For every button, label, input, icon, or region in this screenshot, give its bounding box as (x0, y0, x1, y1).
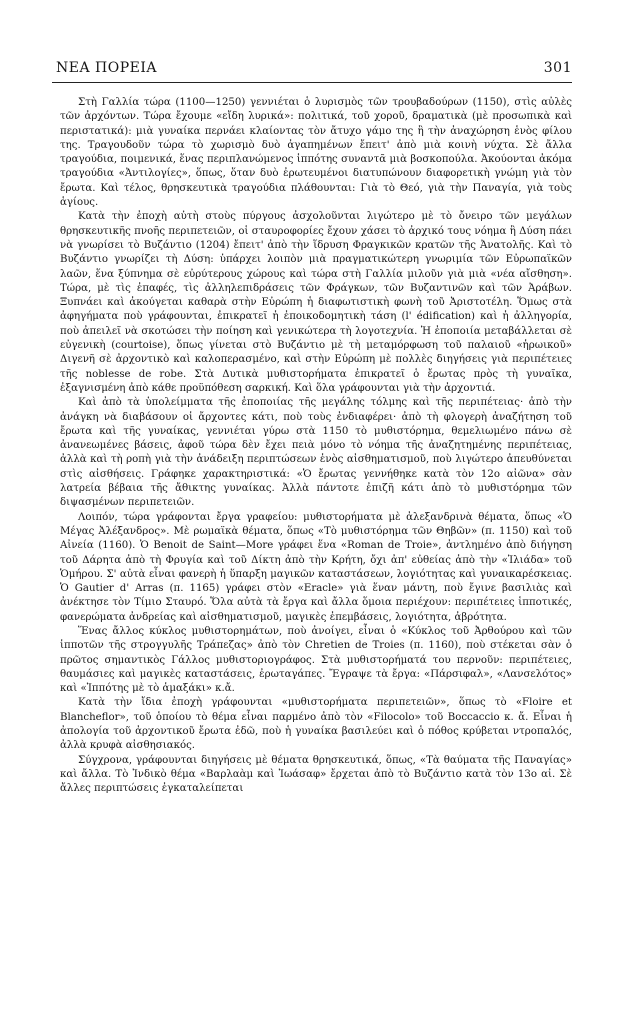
header-rule (52, 82, 572, 83)
running-header (56, 60, 572, 76)
journal-title: ΝΕΑ ΠΟΡΕΙΑ (56, 60, 157, 76)
paragraph: Στὴ Γαλλία τώρα (1100—1250) γεννιέται ὁ λυρισμὸς τῶν τρουβαδούρων (1150), στὶς αὐλὲς τῶν ἀρχόντων. Τώρα ἔχουμε «εἴδη λυρικά»: πολιτικά, τοῦ χοροῦ, δραματικὰ (μὲ προσωπικὰ καὶ περιστατικά): μιὰ γυναίκα περνάει κλαίοντας τὸν ἄτυχο γάμο της ἢ τὴν ἀναχώρηση ἑνὸς φίλου της. Τραγουδοῦν τώρα τὸ χωρισμὸ δυὸ ἀγαπημένων ἔπειτ' ἀπὸ μιὰ κοινὴ νύχτα. Σὲ ἄλλα τραγούδια, ποιμενικά, ἕνας περιπλανώμενος ἱππότης συναντᾶ μιὰ βοσκοπούλα. Ἀκούονται ἀκόμα τραγούδια «Ἀντιλογίες», ὅπως, ὅταν δυὸ ἐρωτευμένοι διατυπώνουν διαφορετικὴ γνώμη γιὰ τὸν ἔρωτα. Καὶ τέλος, θρησκευτικὰ τραγούδια πλάθουνται: Γιὰ τὸ Θεό, γιὰ τὴν Παναγία, γιὰ τοὺς ἁγίους. (60, 97, 572, 209)
paragraph: Ἕνας ἄλλος κύκλος μυθιστορημάτων, ποὺ ἀνοίγει, εἶναι ὁ «Κύκλος τοῦ Ἀρθούρου καὶ τῶν ἱπποτῶν τῆς στρογγυλῆς Τράπεζας» ἀπὸ τὸν Chretien de Troies (π. 1160), ποὺ στέκεται σὰν ὁ πρῶτος σημαντικὸς Γάλλος μυθιστοριογράφος. Στὰ μυθιστορήματά του περνοῦν: περιπέτειες, θαυμάσιες καὶ μαγικὲς καταστάσεις, ἐρωταγάπες. Ἔγραψε τὰ ἔργα: «Πάρσιφαλ», «Λανσελότος» καὶ «Ἱππότης μὲ τὸ ἁμαξάκι» κ.ἄ. (60, 625, 572, 695)
body-text (60, 96, 572, 1012)
paragraph: Καὶ ἀπὸ τὰ ὑπολείμματα τῆς ἐποποιίας τῆς μεγάλης τόλμης καὶ τῆς περιπέτειας· ἀπὸ τὴν ἀνάγκη νὰ διαβάσουν οἱ ἄρχοντες κάτι, ποὺ τοὺς ἐνδιαφέρει· ἀπὸ τὴ φλογερὴ ἀναζήτηση τοῦ ἔρωτα καὶ τῆς γυναίκας, γεννιέται γύρω στὰ 1150 τὸ μυθιστόρημα, θεμελιωμένο πάνω σὲ ἀνανεωμένες βάσεις, ἀφοῦ τώρα δὲν ἔχει πειὰ μόνο τὸ νόημα τῆς ἀναζητημένης περιπέτειας, ἀλλὰ καὶ τὴ ροπὴ γιὰ τὴν ἀνάδειξη περιπτώσεων ἑνὸς αἰσθηματισμοῦ, ποὺ λιγώτερο ἀπευθύνεται στὶς αἰσθήσεις. Γράφηκε χαρακτηριστικά: «Ὁ ἔρωτας γεννήθηκε κατὰ τὸν 12ο αἰῶνα» σὰν λατρεία βέβαια τῆς ἄθικτης γυναίκας. Ἀλλὰ πάντοτε ἐπιζῆ κάτι ἀπὸ τὸ μυθιστόρημα τῶν διψασμένων περιπετειῶν. (60, 397, 572, 509)
paragraph: Λοιπόν, τώρα γράφονται ἔργα γραφείου: μυθιστορήματα μὲ ἀλεξανδρινὰ θέματα, ὅπως «Ὁ Μέγας Ἀλέξανδρος». Μὲ ρωμαϊκὰ θέματα, ὅπως «Τὸ μυθιστόρημα τῶν Θηβῶν» (π. 1150) καὶ τοῦ Αἰνεία (1160). Ὁ Benoit de Saint—More γράφει ἕνα «Roman de Troie», ἀντλημένο ἀπὸ διήγηση τοῦ Δάρητα ἀπὸ τὴ Φρυγία καὶ τοῦ Δίκτη ἀπὸ τὴν Κρήτη, ὄχι ἀπ' εὐθείας ἀπὸ τὴν «Ἰλιάδα» τοῦ Ὁμήρου. Σ' αὐτὰ εἶναι φανερὴ ἡ ὕπαρξη μαγικῶν καταστάσεων, λογιότητας καὶ γυναικαρέσκειας. Ὁ Gautier d' Arras (π. 1165) γράφει στὸν «Eracle» γιὰ ἕναν μάντη, ποὺ ἔγινε βασιλιὰς καὶ ἀνέκτησε τὸν Τίμιο Σταυρό. Ὅλα αὐτὰ τὰ ἔργα καὶ ἄλλα ὅμοια περιέχουν: περιπέτειες ἱπποτικές, φανερώματα ἀνδρείας καὶ αἰσθηματισμοῦ, μαγικὲς ἐπεμβάσεις, λογιότητα, ἀβρότητα. (60, 511, 572, 623)
paragraph: Κατὰ τὴν ἴδια ἐποχὴ γράφουνται «μυθιστορήματα περιπετειῶν», ὅπως τὸ «Floire et Blancheflor», τοῦ ὁποίου τὸ θέμα εἶναι παρμένο ἀπὸ τὸν «Filocolo» τοῦ Boccaccio κ. ἄ. Εἶναι ἡ ἀπολογία τοῦ ἀρχοντικοῦ ἔρωτα ἐδῶ, ποὺ ἡ γυναίκα βασιλεύει καὶ ὁ πόθος κρύβεται ντροπαλός, ἀλλὰ κρυφὰ αἰσθησιακός. (60, 697, 572, 752)
paragraph: Κατὰ τὴν ἐποχὴ αὐτὴ στοὺς πύργους ἀσχολοῦνται λιγώτερο μὲ τὸ ὄνειρο τῶν μεγάλων θρησκευτικῆς πνοῆς περιπετειῶν, οἱ σταυροφορίες ἔχουν χάσει τὸ ἀρχικό τους νόημα ἢ Δύση πάει νὰ γνωρίσει τὸ Βυζάντιο (1204) ἔπειτ' ἀπὸ τὴν ἵδρυση Φραγκικῶν κρατῶν τῆς Ἀνατολῆς. Καὶ τὸ Βυζάντιο γνωρίζει τὴ Δύση: ὑπάρχει λοιπὸν μιὰ πραγματικώτερη γνωριμία τῶν Εὐρωπαϊκῶν λαῶν, ἕνα ξύπνημα σὲ εὐρύτερους χώρους καὶ τώρα στὴ Γαλλία μιλοῦν γιὰ μιὰ «νέα αἴσθηση». Τώρα, μὲ τὶς ἐπαφές, τὶς ἀλληλεπιδράσεις τῶν Φράγκων, τῶν Βυζαντινῶν καὶ τῶν Ἀράβων. Ξυπνάει καὶ ἀκούγεται καθαρὰ στὴν Εὐρώπη ἡ διαφωτιστικὴ φωνὴ τοῦ Ἀριστοτέλη. Ὅμως στὰ ἀφηγήματα ποὺ γράφουνται, ἐπικρατεῖ ἡ ἐποικοδομητικὴ τάση (l' édification) καὶ ἡ ἀλληγορία, ποὺ ἀπειλεῖ νὰ σκοτώσει τὴν ποίηση καὶ γενικώτερα τὴ λογοτεχνία. Ἡ ἐποποιία μεταβάλλεται σὲ εὐγενικὴ (courtoise), ὅπως γίνεται στὸ Βυζάντιο μὲ τὴ μεταμόρφωση τοῦ παλαιοῦ «ἡρωικοῦ» Διγενῆ σὲ ἀρχοντικὸ καὶ καλοπερασμένο, καὶ στὴν Εὐρώπη μὲ πολλὲς διηγήσεις γιὰ περιπέτειες τῆς noblesse de robe. Στὰ Δυτικὰ μυθιστορήματα ἐπικρατεῖ ὁ ἔρωτας πρὸς τὴ γυναῖκα, ἐξαγνισμένη ἀπὸ κάθε προϋπόθεση σαρκική. Καὶ ὅλα γράφουνται γιὰ τὴν ἀρχοντιά. (60, 211, 572, 394)
paragraph: Σύγχρονα, γράφουνται διηγήσεις μὲ θέματα θρησκευτικά, ὅπως, «Τὰ θαύματα τῆς Παναγίας» καὶ ἄλλα. Τὸ Ἰνδικὸ θέμα «Βαρλαὰμ καὶ Ἰωάσαφ» ἔρχεται ἀπὸ τὸ Βυζάντιο κατὰ τὸν 13ο αἰ. Σὲ ἄλλες περιπτώσεις ἐγκαταλείπεται (60, 754, 572, 795)
page-number: 301 (543, 60, 572, 76)
